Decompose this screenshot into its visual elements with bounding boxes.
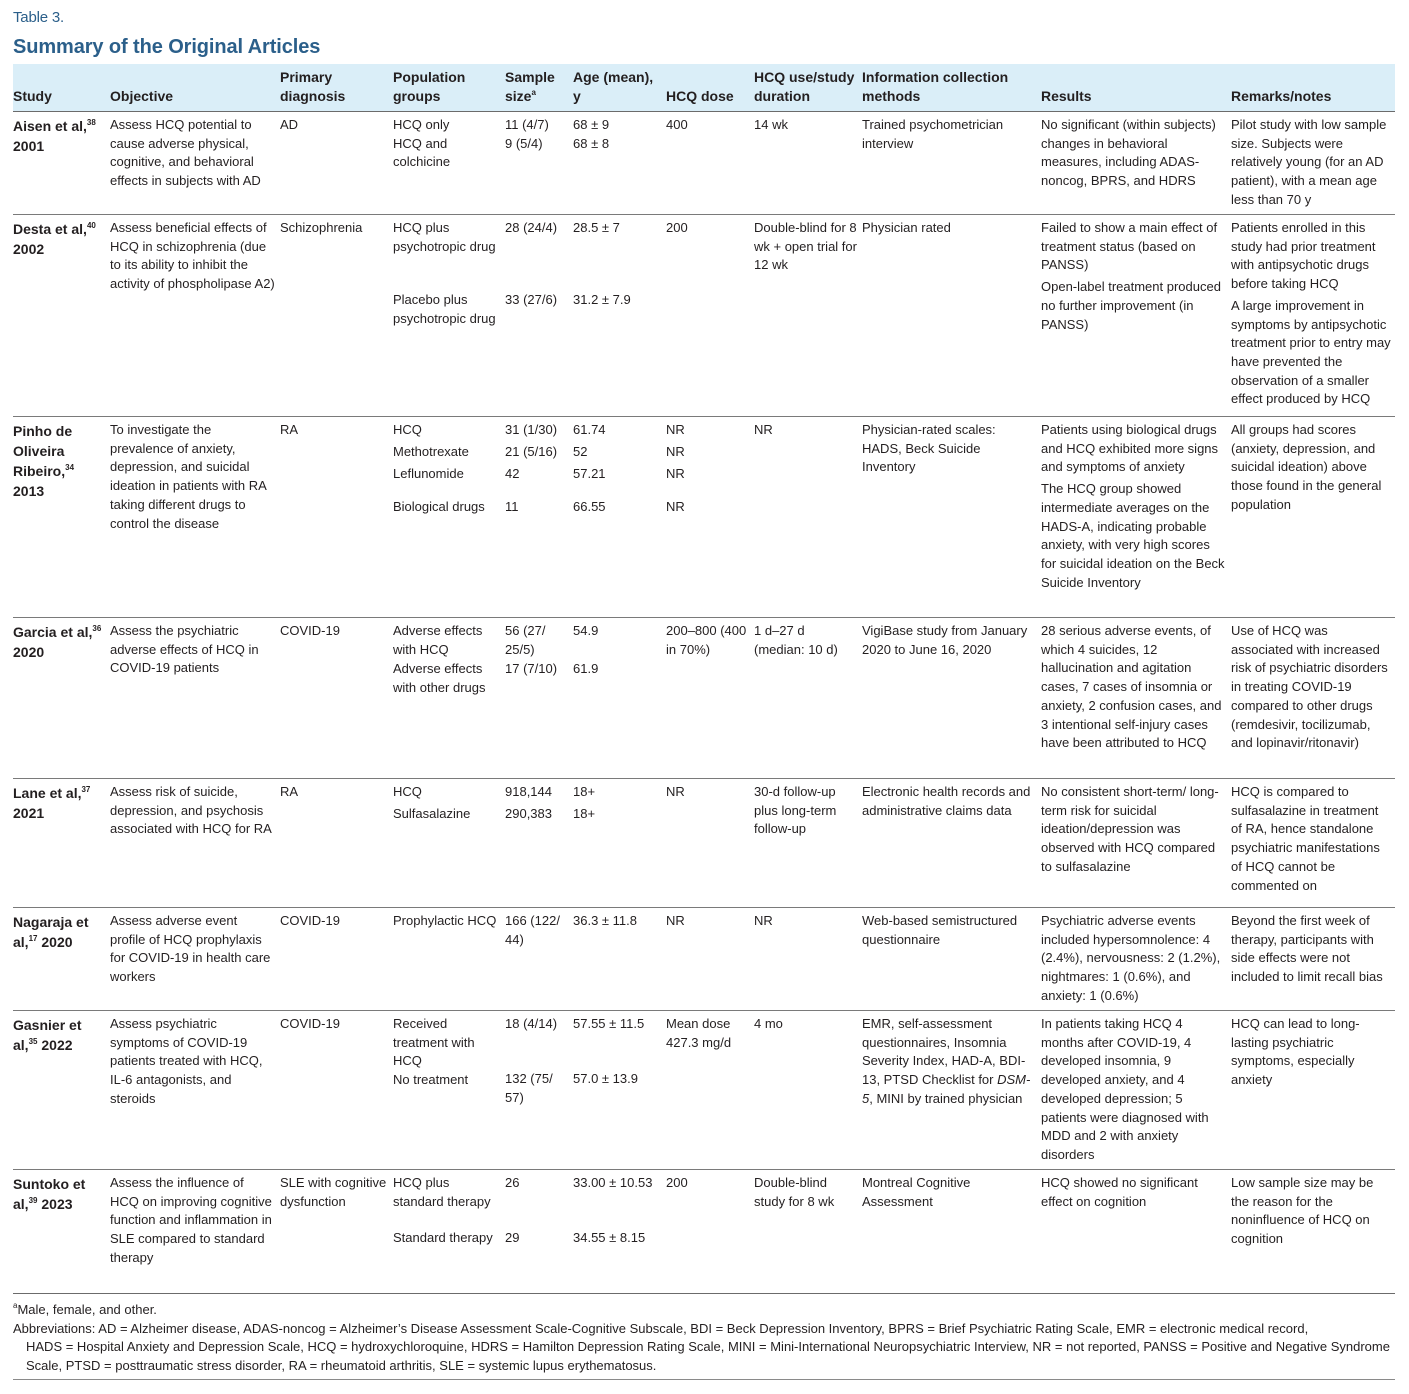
- population-group-entry: HCQ: [393, 422, 422, 437]
- population-group-entry: No treatment: [393, 1072, 469, 1088]
- hcq-dose-cell: Mean dose 427.3 mg/d: [666, 1011, 754, 1170]
- age-value-entry: 57.21: [573, 466, 606, 481]
- reference-number: 35: [28, 1037, 38, 1046]
- study-year: 2022: [41, 1037, 73, 1053]
- population-group-entry: Sulfasalazine: [393, 806, 471, 821]
- abbreviations-line-3: Scale, PTSD = posttraumatic stress disorder, RA = rheumatoid arthritis, SLE = systemic lupus erythematosus.: [26, 1357, 657, 1373]
- sample-size-entry: 9 (5/4): [505, 135, 543, 151]
- remark-paragraph: A large improvement in symptoms by antipsychotic treatment prior to entry may have prevented the observation of a smaller effect produced by HCQ: [1231, 297, 1391, 407]
- study-year: 2001: [13, 138, 45, 154]
- results-cell: [1041, 908, 1231, 1011]
- remark-paragraph: Patients enrolled in this study had prior treatment with antipsychotic drugs before taking HCQ: [1231, 220, 1376, 292]
- remarks-cell: [1231, 1170, 1395, 1294]
- header-info-methods: Information collection methods: [862, 64, 1041, 112]
- study-year: 2021: [13, 805, 45, 821]
- study-year: 2020: [41, 934, 73, 950]
- result-paragraph: No consistent short-term/ long-term risk for suicidal ideation/depression was observed with HCQ compared to sulfasalazine: [1041, 784, 1219, 874]
- abbreviations-line-2: HADS = Hospital Anxiety and Depression Scale, HCQ = hydroxychloroquine, HDRS = Hamilton Depression Rating Scale, MINI = Mini-International Neuropsychiatric Interview, NR = not reported, PANSS = Positive and Negative Syndrome: [26, 1339, 1390, 1355]
- population-groups-cell: [393, 908, 505, 1011]
- result-paragraph: HCQ showed no significant effect on cognition: [1041, 1175, 1198, 1209]
- duration-cell: 14 wk: [754, 112, 862, 215]
- age-value-entry: 54.9: [573, 623, 599, 638]
- population-group-entry: Adverse effects with other drugs: [393, 661, 486, 695]
- reference-number: 39: [28, 1196, 38, 1205]
- age-cell: [573, 112, 666, 215]
- remark-paragraph: Use of HCQ was associated with increased risk of psychiatric disorders in treating COVID-19 compared to other drugs (remdesivir, tocilizumab, and lopinavir/ritonavir): [1231, 623, 1388, 751]
- sample-size-entry: 26: [505, 1175, 520, 1190]
- table-row: [13, 417, 1395, 618]
- population-group-entry: Adverse effects with HCQ: [393, 623, 483, 657]
- study-author: Garcia et al,: [13, 624, 93, 640]
- age-cell: [573, 215, 666, 417]
- population-groups-cell: [393, 417, 505, 618]
- table-label: Table 3.: [13, 9, 64, 26]
- remarks-cell: [1231, 112, 1395, 215]
- reference-number: 34: [65, 463, 75, 472]
- objective-cell: Assess adverse event profile of HCQ prophylaxis for COVID-19 in health care workers: [110, 908, 280, 1011]
- hcq-dose-cell: 200–800 (400 in 70%): [666, 618, 754, 779]
- methods-cell: VigiBase study from January 2020 to June 16, 2020: [862, 618, 1041, 779]
- result-paragraph: No significant (within subjects) changes in behavioral measures, including ADAS-noncog, BPRS, and HDRS: [1041, 117, 1216, 189]
- result-paragraph: In patients taking HCQ 4 months after COVID-19, 4 developed insomnia, 9 developed anxiety, and 4 developed depression; 5 patients were diagnosed with MDD and 2 with anxiety disorders: [1041, 1016, 1209, 1162]
- study-author: Suntoko et al,: [13, 1176, 86, 1212]
- study-year: 2002: [13, 241, 45, 257]
- sample-size-cell: [505, 417, 573, 618]
- age-value-entry: 68 ± 9: [573, 117, 610, 132]
- footnote-marker-a: a: [531, 88, 536, 97]
- study-year: 2020: [13, 644, 45, 660]
- reference-number: 38: [86, 118, 96, 127]
- header-objective: Objective: [110, 64, 280, 112]
- table-row: [13, 215, 1395, 417]
- table-row: [13, 112, 1395, 215]
- results-cell: [1041, 215, 1231, 417]
- sample-size-cell: [505, 1011, 573, 1170]
- age-cell: [573, 779, 666, 908]
- header-sample-size: [505, 64, 573, 112]
- population-group-entry: Standard therapy: [393, 1230, 493, 1245]
- sample-size-cell: [505, 215, 573, 417]
- header-hcq-dose: HCQ dose: [666, 64, 754, 112]
- sample-size-entry: 132 (75/ 57): [505, 1071, 553, 1105]
- study-cell: [13, 215, 110, 417]
- sample-size-entry: 29: [505, 1230, 520, 1245]
- age-value-entry: 61.9: [573, 661, 599, 676]
- hcq-dose-entry: NR: [666, 466, 685, 481]
- population-groups-cell: [393, 1011, 505, 1170]
- methods-cell: Web-based semistructured questionnaire: [862, 908, 1041, 1011]
- header-primary-diagnosis: Primary diagnosis: [280, 64, 393, 112]
- study-cell: [13, 1011, 110, 1170]
- study-year: 2023: [41, 1196, 73, 1212]
- diagnosis-cell: Schizophrenia: [280, 215, 393, 417]
- population-groups-cell: [393, 215, 505, 417]
- result-paragraph: Failed to show a main effect of treatment status (based on PANSS): [1041, 220, 1218, 273]
- population-groups-cell: [393, 779, 505, 908]
- header-results: Results: [1041, 64, 1231, 112]
- study-cell: [13, 112, 110, 215]
- results-cell: [1041, 417, 1231, 618]
- hcq-dose-entry: NR: [666, 499, 685, 514]
- age-value-entry: 52: [573, 444, 588, 459]
- hcq-dose-cell: NR: [666, 779, 754, 908]
- reference-number: 17: [28, 934, 38, 943]
- population-group-entry: Prophylactic HCQ: [393, 913, 497, 928]
- sample-size-entry: 166 (122/ 44): [505, 913, 560, 947]
- hcq-dose-cell: 200: [666, 1170, 754, 1294]
- population-groups-cell: [393, 618, 505, 779]
- table-row: [13, 1011, 1395, 1170]
- objective-cell: Assess HCQ potential to cause adverse physical, cognitive, and behavioral effects in subjects with AD: [110, 112, 280, 215]
- objective-cell: Assess beneficial effects of HCQ in schizophrenia (due to its ability to inhibit the activity of phospholipase A2): [110, 215, 280, 417]
- age-value-entry: 57.0 ± 13.9: [573, 1071, 638, 1086]
- sample-size-entry: 18 (4/14): [505, 1016, 558, 1031]
- remarks-cell: [1231, 1011, 1395, 1170]
- footnote-a-marker: a: [13, 1301, 18, 1310]
- result-paragraph: Patients using biological drugs and HCQ exhibited more signs and symptoms of anxiety: [1041, 422, 1219, 475]
- reference-number: 37: [81, 785, 91, 794]
- methods-cell: [862, 1011, 1041, 1170]
- population-group-entry: Biological drugs: [393, 499, 485, 514]
- age-value-entry: 18+: [573, 784, 596, 799]
- sample-size-cell: [505, 908, 573, 1011]
- study-author: Desta et al,: [13, 221, 87, 237]
- remark-paragraph: HCQ is compared to sulfasalazine in treatment of RA, hence standalone psychiatric manifestations of HCQ cannot be commented on: [1231, 784, 1380, 893]
- remarks-cell: [1231, 215, 1395, 417]
- remarks-cell: [1231, 779, 1395, 908]
- methods-cell: Physician rated: [862, 215, 1041, 417]
- sample-size-entry: 42: [505, 466, 520, 481]
- footnote-a: [13, 1301, 1395, 1320]
- header-remarks: Remarks/notes: [1231, 64, 1395, 112]
- remarks-cell: [1231, 908, 1395, 1011]
- table-row: [13, 1170, 1395, 1294]
- hcq-dose-entry: NR: [666, 422, 685, 437]
- age-value-entry: 61.74: [573, 422, 606, 437]
- methods-text-end: , MINI by trained physician: [869, 1090, 1023, 1106]
- footnote-a-text: Male, female, and other.: [17, 1302, 157, 1317]
- header-duration: HCQ use/study duration: [754, 64, 862, 112]
- age-value-entry: 36.3 ± 11.8: [573, 913, 637, 928]
- study-author: Gasnier et al,: [13, 1017, 82, 1053]
- age-cell: [573, 1011, 666, 1170]
- table-footnotes: [13, 1301, 1395, 1375]
- study-author: Pinho de Oliveira Ribeiro,: [13, 423, 73, 479]
- objective-cell: Assess risk of suicide, depression, and psychosis associated with HCQ for RA: [110, 779, 280, 908]
- diagnosis-cell: COVID-19: [280, 1011, 393, 1170]
- diagnosis-cell: SLE with cognitive dysfunction: [280, 1170, 393, 1294]
- age-value-entry: 34.55 ± 8.15: [573, 1230, 646, 1245]
- header-study: Study: [13, 64, 110, 112]
- age-value-entry: 66.55: [573, 499, 606, 514]
- sample-size-entry: 28 (24/4): [505, 220, 558, 235]
- study-cell: [13, 908, 110, 1011]
- age-value-entry: 68 ± 8: [573, 135, 610, 151]
- sample-size-entry: 11 (4/7): [505, 117, 549, 132]
- duration-cell: Double-blind study for 8 wk: [754, 1170, 862, 1294]
- duration-cell: Double-blind for 8 wk + open trial for 12 wk: [754, 215, 862, 417]
- sample-size-cell: [505, 779, 573, 908]
- objective-cell: Assess the influence of HCQ on improving cognitive function and inflammation in SLE compared to standard therapy: [110, 1170, 280, 1294]
- population-group-entry: HCQ: [393, 784, 422, 799]
- remark-paragraph: Beyond the first week of therapy, participants with side effects were not included to limit recall bias: [1231, 913, 1383, 985]
- duration-cell: 1 d–27 d (median: 10 d): [754, 618, 862, 779]
- methods-cell: Trained psychometrician interview: [862, 112, 1041, 215]
- population-group-entry: HCQ only: [393, 117, 450, 132]
- duration-cell: NR: [754, 417, 862, 618]
- population-group-entry: Placebo plus psychotropic drug: [393, 292, 496, 326]
- study-cell: [13, 1170, 110, 1294]
- results-cell: [1041, 779, 1231, 908]
- age-value-entry: 18+: [573, 806, 596, 821]
- results-cell: [1041, 112, 1231, 215]
- age-value-entry: 57.55 ± 11.5: [573, 1016, 645, 1031]
- sample-size-entry: 918,144: [505, 784, 552, 799]
- diagnosis-cell: AD: [280, 112, 393, 215]
- header-row: [13, 64, 1395, 112]
- population-groups-cell: [393, 1170, 505, 1294]
- study-cell: [13, 417, 110, 618]
- table-title: Summary of the Original Articles: [13, 36, 321, 58]
- diagnosis-cell: COVID-19: [280, 618, 393, 779]
- age-cell: [573, 1170, 666, 1294]
- result-paragraph: Psychiatric adverse events included hypersomnolence: 4 (2.4%), nervousness: 2 (1.2%), nightmares: 1 (0.6%), and anxiety: 1 (0.6%): [1041, 913, 1221, 1003]
- methods-text: EMR, self-assessment questionnaires, Insomnia Severity Index, HAD-A, BDI-13, PTSD Checklist for: [862, 1016, 1026, 1088]
- header-sample-size-text: Sample size: [505, 69, 555, 104]
- age-cell: [573, 618, 666, 779]
- sample-size-cell: [505, 1170, 573, 1294]
- duration-cell: 4 mo: [754, 1011, 862, 1170]
- methods-manual-name: DSM-5: [862, 1072, 1031, 1106]
- sample-size-entry: 11: [505, 499, 519, 514]
- remark-paragraph: Low sample size may be the reason for the noninfluence of HCQ on cognition: [1231, 1175, 1374, 1247]
- sample-size-entry: 33 (27/6): [505, 292, 558, 307]
- sample-size-entry: 56 (27/ 25/5): [505, 623, 546, 657]
- duration-cell: NR: [754, 908, 862, 1011]
- result-paragraph: The HCQ group showed intermediate averages on the HADS-A, indicating probable anxiety, with very high scores for suicidal ideation on the Beck Suicide Inventory: [1041, 481, 1225, 590]
- remark-paragraph: Pilot study with low sample size. Subjects were relatively young (for an AD patient), with a mean age less than 70 y: [1231, 117, 1387, 207]
- sample-size-entry: 17 (7/10): [505, 661, 558, 676]
- remarks-cell: [1231, 417, 1395, 618]
- age-value-entry: 31.2 ± 7.9: [573, 292, 631, 307]
- age-cell: [573, 417, 666, 618]
- sample-size-entry: 21 (5/16): [505, 444, 558, 459]
- age-cell: [573, 908, 666, 1011]
- remark-paragraph: All groups had scores (anxiety, depression, and suicidal ideation) above those found in the general population: [1231, 422, 1382, 512]
- age-value-entry: 28.5 ± 7: [573, 220, 620, 235]
- reference-number: 36: [92, 624, 102, 633]
- duration-cell: 30-d follow-up plus long-term follow-up: [754, 779, 862, 908]
- table-row: [13, 779, 1395, 908]
- objective-cell: Assess the psychiatric adverse effects of HCQ in COVID-19 patients: [110, 618, 280, 779]
- study-author: Aisen et al,: [13, 118, 87, 134]
- sample-size-entry: 31 (1/30): [505, 422, 558, 437]
- study-author: Lane et al,: [13, 785, 82, 801]
- study-year: 2013: [13, 483, 45, 499]
- study-cell: [13, 779, 110, 908]
- methods-cell: Montreal Cognitive Assessment: [862, 1170, 1041, 1294]
- hcq-dose-entry: NR: [666, 444, 685, 459]
- results-cell: [1041, 618, 1231, 779]
- summary-table: [13, 64, 1395, 1294]
- population-group-entry: HCQ and colchicine: [393, 135, 451, 170]
- abbreviations-line-1: Abbreviations: AD = Alzheimer disease, ADAS-noncog = Alzheimer’s Disease Assessment Scale-Cognitive Subscale, BDI = Beck Depression Inventory, BPRS = Brief Psychiatric Rating Scale, EMR = electronic medical record,: [13, 1320, 1309, 1336]
- hcq-dose-cell: NR: [666, 908, 754, 1011]
- header-age: Age (mean), y: [573, 64, 666, 112]
- study-cell: [13, 618, 110, 779]
- bottom-rule: [13, 1379, 1395, 1380]
- population-groups-cell: [393, 112, 505, 215]
- hcq-dose-cell: [666, 417, 754, 618]
- methods-cell: Electronic health records and administrative claims data: [862, 779, 1041, 908]
- table-row: [13, 908, 1395, 1011]
- result-paragraph: 28 serious adverse events, of which 4 suicides, 12 hallucination and agitation cases, 7 cases of insomnia or anxiety, 2 confusion cases, and 3 intentional self-injury cases have been attributed to HCQ: [1041, 623, 1222, 751]
- reference-number: 40: [86, 221, 96, 230]
- remark-paragraph: HCQ can lead to long-lasting psychiatric symptoms, especially anxiety: [1231, 1016, 1360, 1088]
- remarks-cell: [1231, 618, 1395, 779]
- population-group-entry: Methotrexate: [393, 444, 469, 459]
- sample-size-cell: [505, 618, 573, 779]
- results-cell: [1041, 1170, 1231, 1294]
- results-cell: [1041, 1011, 1231, 1170]
- population-group-entry: Received treatment with HCQ: [393, 1016, 475, 1069]
- sample-size-cell: [505, 112, 573, 215]
- methods-cell: Physician-rated scales: HADS, Beck Suicide Inventory: [862, 417, 1041, 618]
- study-author: Nagaraja et al,: [13, 914, 89, 950]
- diagnosis-cell: RA: [280, 417, 393, 618]
- diagnosis-cell: COVID-19: [280, 908, 393, 1011]
- header-population-groups: Population groups: [393, 64, 505, 112]
- result-paragraph: Open-label treatment produced no further improvement (in PANSS): [1041, 279, 1221, 332]
- objective-cell: To investigate the prevalence of anxiety, depression, and suicidal ideation in patients with RA taking different drugs to control the disease: [110, 417, 280, 618]
- hcq-dose-cell: 400: [666, 112, 754, 215]
- population-group-entry: HCQ plus psychotropic drug: [393, 220, 496, 254]
- sample-size-entry: 290,383: [505, 806, 552, 821]
- diagnosis-cell: RA: [280, 779, 393, 908]
- table-row: [13, 618, 1395, 779]
- table-body: [13, 112, 1395, 1294]
- objective-cell: Assess psychiatric symptoms of COVID-19 patients treated with HCQ, IL-6 antagonists, and steroids: [110, 1011, 280, 1170]
- hcq-dose-cell: 200: [666, 215, 754, 417]
- population-group-entry: HCQ plus standard therapy: [393, 1175, 491, 1209]
- population-group-entry: Leflunomide: [393, 466, 464, 481]
- age-value-entry: 33.00 ± 10.53: [573, 1175, 653, 1190]
